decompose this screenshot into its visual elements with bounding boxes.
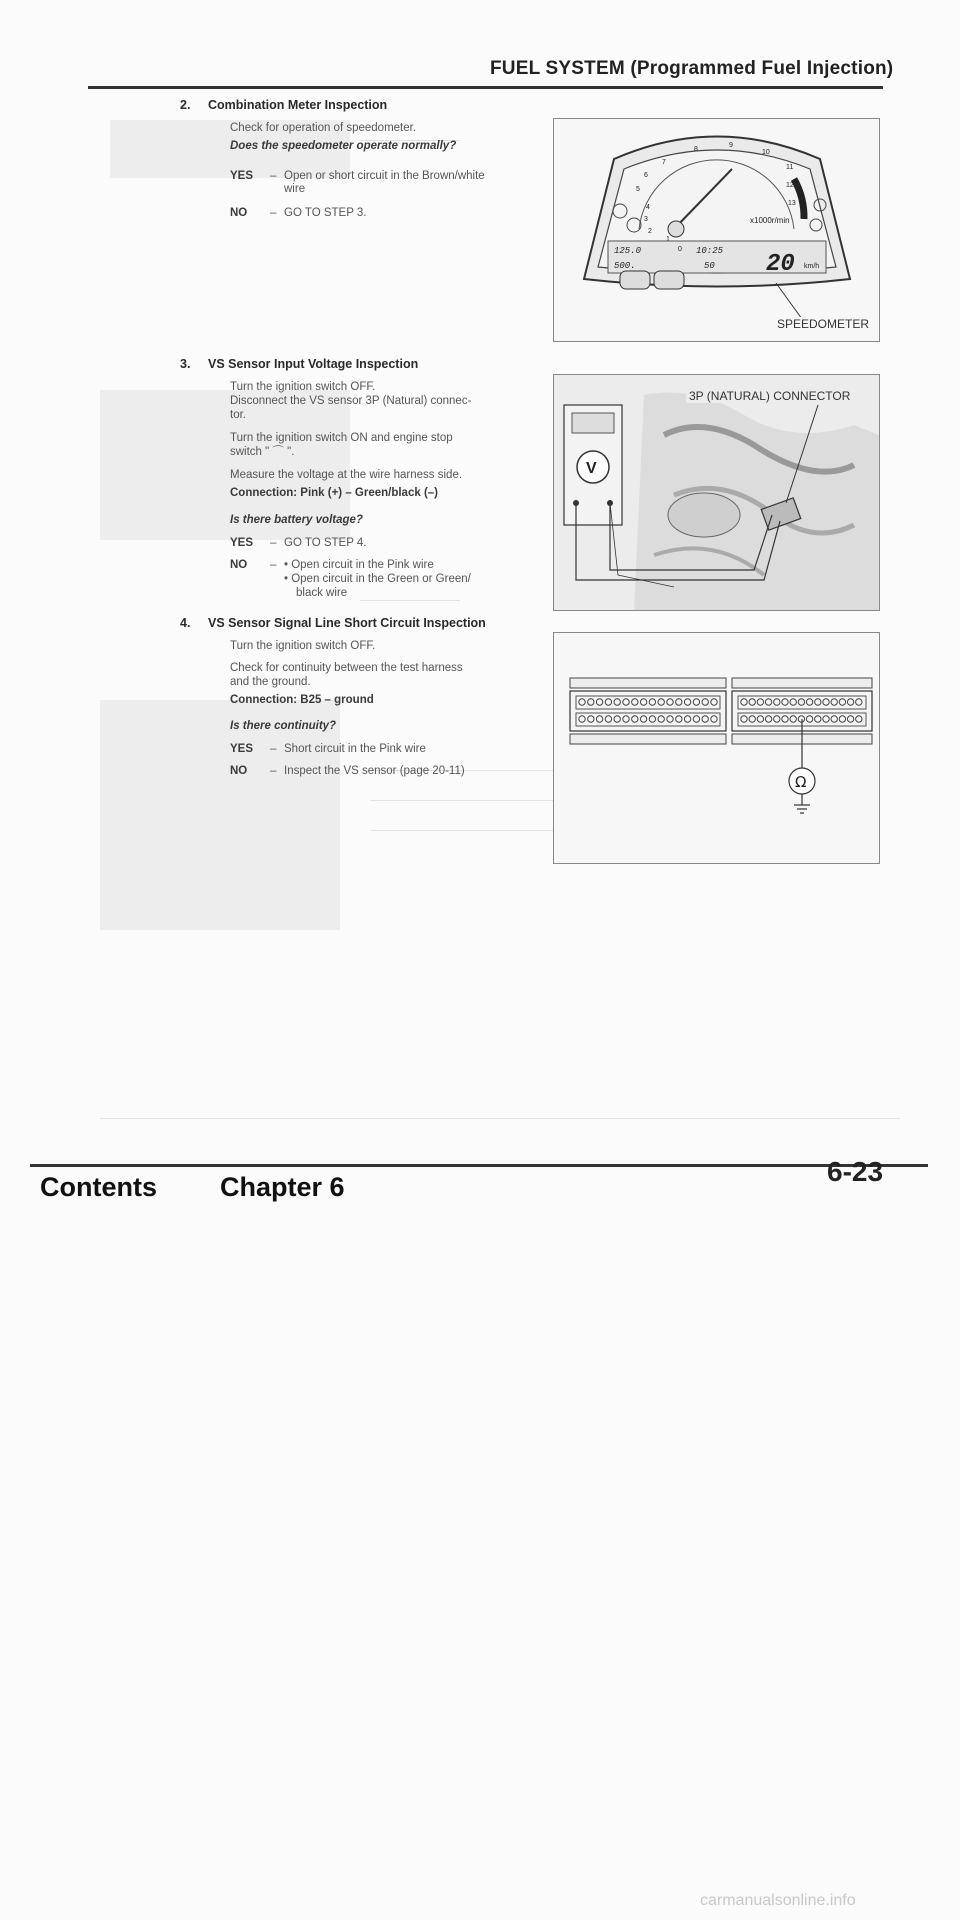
tach-num: 1	[666, 236, 670, 243]
test-harness-left	[570, 678, 726, 744]
step-3-body-line: tor.	[230, 409, 246, 421]
ohmmeter-symbol: Ω	[795, 773, 807, 791]
step-4-number: 4.	[180, 616, 191, 630]
temp-readout: 50	[704, 261, 715, 271]
tach-num: 3	[644, 216, 648, 223]
step-3-body-line: Turn the ignition switch ON and engine stop	[230, 432, 453, 444]
tach-num: 10	[762, 149, 770, 156]
tach-unit: x1000r/min	[750, 216, 790, 225]
tach-num: 11	[786, 164, 794, 171]
tach-num: 5	[636, 186, 640, 193]
tach-num: 6	[644, 172, 648, 179]
dash: –	[270, 207, 277, 219]
voltmeter-symbol: V	[586, 460, 597, 477]
step-4-body-line: Turn the ignition switch OFF.	[230, 640, 376, 652]
step-3-no-text-1: • Open circuit in the Pink wire	[284, 559, 434, 571]
step-4-no	[230, 764, 465, 778]
dash: –	[270, 170, 277, 182]
step-3-body-line: Turn the ignition switch OFF.	[230, 381, 376, 393]
tach-num: 2	[648, 228, 652, 235]
no-label: NO	[230, 765, 248, 777]
step-3-body-line: Measure the voltage at the wire harness side.	[230, 469, 463, 481]
step-2-question: Does the speedometer operate normally?	[230, 140, 457, 152]
connector-callout: 3P (NATURAL) CONNECTOR	[686, 389, 853, 403]
step-3-yes-text: GO TO STEP 4.	[284, 537, 367, 549]
step-2-yes-text-2: wire	[284, 183, 306, 195]
step-4-body-line: and the ground.	[230, 676, 311, 688]
step-2-title	[180, 98, 387, 112]
speedometer-illustration	[554, 119, 879, 341]
no-label: NO	[230, 559, 248, 571]
page-header-title: FUEL SYSTEM (Programmed Fuel Injection)	[490, 58, 894, 79]
speed-unit: km/h	[804, 263, 820, 270]
step-3-body-line: switch " ⌒ ".	[230, 446, 295, 458]
step-2-number: 2.	[180, 98, 191, 112]
step-3-number: 3.	[180, 357, 191, 371]
odometer-1: 125.0	[614, 246, 642, 256]
tach-num: 7	[662, 159, 666, 166]
no-label: NO	[230, 207, 248, 219]
step-4-body-line: Check for continuity between the test harness	[230, 662, 463, 674]
step-2-body-line: Check for operation of speedometer.	[230, 122, 417, 134]
connector-illustration	[554, 375, 879, 610]
yes-label: YES	[230, 537, 254, 549]
step-4-question: Is there continuity?	[230, 720, 337, 732]
ghost-line	[360, 600, 460, 601]
step-4-connection: Connection: B25 – ground	[230, 694, 374, 706]
dash: –	[270, 743, 277, 755]
header-rule	[88, 86, 883, 89]
tach-num: 9	[729, 142, 733, 149]
tach-num: 13	[788, 200, 796, 207]
tach-num: 4	[646, 204, 650, 211]
step-4-yes	[230, 742, 426, 756]
speedometer-callout: SPEEDOMETER	[774, 317, 872, 331]
step-3-no-text-3: black wire	[296, 587, 348, 599]
step-4-yes-text: Short circuit in the Pink wire	[284, 743, 426, 755]
step-2-title-text: Combination Meter Inspection	[208, 98, 388, 112]
footer-rule	[30, 1164, 928, 1167]
tach-num: 12	[786, 182, 794, 189]
step-3-question: Is there battery voltage?	[230, 514, 363, 526]
tach-num: 8	[694, 146, 698, 153]
tach-num: 0	[678, 246, 682, 253]
contents-link[interactable]: Contents	[40, 1172, 157, 1202]
yes-label: YES	[230, 170, 254, 182]
harness-figure	[553, 632, 880, 864]
chapter-link[interactable]: Chapter 6	[220, 1172, 345, 1202]
dash: –	[270, 765, 277, 777]
watermark: carmanualsonline.info	[700, 1892, 856, 1909]
step-4-no-text: Inspect the VS sensor (page 20-11)	[284, 765, 465, 777]
ghost-line	[100, 1118, 900, 1119]
step-3-title	[180, 357, 418, 371]
step-3-yes	[230, 536, 366, 550]
speedometer-figure	[553, 118, 880, 342]
connector-figure	[553, 374, 880, 611]
yes-label: YES	[230, 743, 254, 755]
speed-readout: 20	[766, 251, 795, 278]
step-3-title-text: VS Sensor Input Voltage Inspection	[208, 357, 419, 371]
step-3-connection: Connection: Pink (+) – Green/black (–)	[230, 487, 438, 499]
step-4-title-text: VS Sensor Signal Line Short Circuit Inspection	[208, 616, 486, 630]
page-number: 6-23	[827, 1156, 884, 1187]
step-3-no-text-2: • Open circuit in the Green or Green/	[284, 573, 471, 585]
step-2-yes	[230, 169, 485, 183]
dash: –	[270, 559, 277, 571]
clock-readout: 10:25	[696, 246, 724, 256]
step-2-yes-text-1: Open or short circuit in the Brown/white	[284, 170, 485, 182]
harness-connector-illustration	[554, 633, 879, 863]
dash: –	[270, 537, 277, 549]
ghost-block	[100, 700, 340, 930]
step-3-no	[230, 558, 434, 572]
step-2-no	[230, 206, 366, 220]
step-4-title	[180, 616, 486, 630]
step-2-no-text: GO TO STEP 3.	[284, 207, 367, 219]
odometer-2: 500.	[614, 261, 636, 271]
step-3-body-line: Disconnect the VS sensor 3P (Natural) connec-	[230, 395, 472, 407]
